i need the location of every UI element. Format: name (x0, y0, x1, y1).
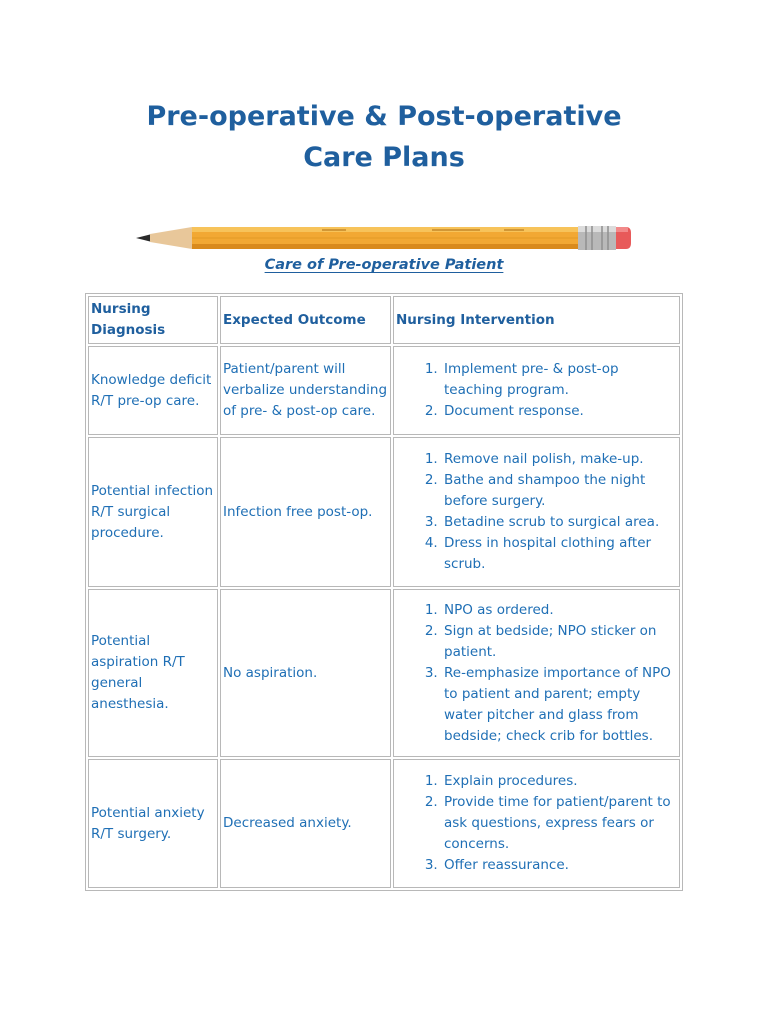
header-expected-outcome: Expected Outcome (220, 296, 391, 344)
intervention-item: 3. Offer reassurance. (442, 855, 677, 876)
section-subtitle (0, 254, 768, 273)
outcome-cell: Patient/parent will verbalize understanding of pre- & post-op care. (220, 346, 391, 435)
intervention-item: 1. Remove nail polish, make-up. (442, 449, 677, 470)
table-header-row (88, 296, 680, 344)
diagnosis-cell: Potential aspiration R/T general anesthesia. (88, 589, 218, 757)
intervention-cell (393, 346, 680, 435)
intervention-list (396, 600, 677, 747)
intervention-cell (393, 437, 680, 587)
page-title-line-2: Care Plans (303, 142, 465, 173)
intervention-item: 2. Provide time for patient/parent to ask questions, express fears or concerns. (442, 792, 677, 855)
page-title-line-1: Pre-operative & Post-operative (146, 101, 622, 132)
section-subtitle-text: Care of Pre-operative Patient (264, 257, 504, 273)
intervention-item: 1. Explain procedures. (442, 771, 677, 792)
outcome-cell: Decreased anxiety. (220, 759, 391, 888)
intervention-list (396, 771, 677, 876)
diagnosis-cell: Knowledge deficit R/T pre-op care. (88, 346, 218, 435)
diagnosis-cell: Potential anxiety R/T surgery. (88, 759, 218, 888)
intervention-item: 1. Implement pre- & post-op teaching program. (442, 359, 677, 401)
table-row (88, 759, 680, 888)
intervention-item: 1. NPO as ordered. (442, 600, 677, 621)
outcome-cell: Infection free post-op. (220, 437, 391, 587)
intervention-item: 2. Bathe and shampoo the night before surgery. (442, 470, 677, 512)
header-nursing-intervention: Nursing Intervention (393, 296, 680, 344)
pencil-icon (136, 224, 632, 252)
page-title (0, 96, 768, 178)
table-row (88, 437, 680, 587)
intervention-cell (393, 589, 680, 757)
intervention-list (396, 359, 677, 422)
table-row (88, 346, 680, 435)
intervention-item: 3. Betadine scrub to surgical area. (442, 512, 677, 533)
diagnosis-cell: Potential infection R/T surgical procedure. (88, 437, 218, 587)
intervention-item: 2. Sign at bedside; NPO sticker on patient. (442, 621, 677, 663)
table-row (88, 589, 680, 757)
intervention-item: 4. Dress in hospital clothing after scrub. (442, 533, 677, 575)
intervention-cell (393, 759, 680, 888)
intervention-list (396, 449, 677, 575)
header-nursing-diagnosis: Nursing Diagnosis (88, 296, 218, 344)
intervention-item: 2. Document response. (442, 401, 677, 422)
outcome-cell: No aspiration. (220, 589, 391, 757)
care-plan-table (85, 293, 683, 891)
intervention-item: 3. Re-emphasize importance of NPO to patient and parent; empty water pitcher and glass from bedside; check crib for bottles. (442, 663, 677, 747)
